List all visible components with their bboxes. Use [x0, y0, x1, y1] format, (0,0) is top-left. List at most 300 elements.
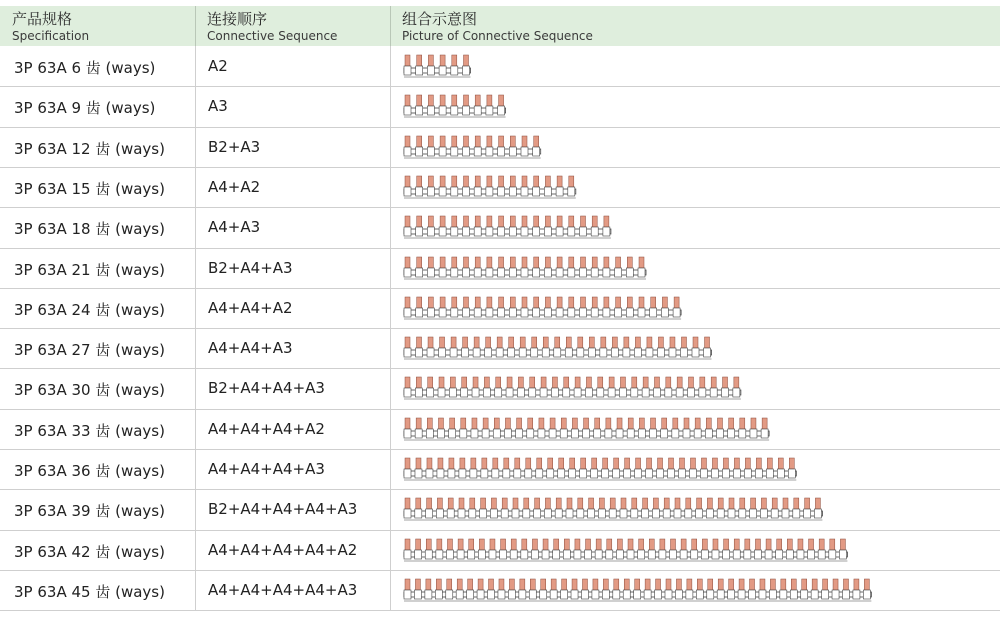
- busbar-tooth: [416, 498, 421, 509]
- busbar-tooth: [499, 216, 504, 227]
- busbar-tooth-foot: [556, 187, 563, 196]
- header-pic-cn: 组合示意图: [402, 10, 478, 28]
- busbar-tooth-foot: [449, 388, 456, 397]
- busbar-tooth-foot: [529, 590, 536, 599]
- busbar-tooth: [405, 216, 410, 227]
- busbar-tooth-foot: [525, 469, 532, 478]
- busbar-tooth-foot: [615, 308, 622, 317]
- busbar-tooth: [729, 579, 734, 590]
- busbar-tooth: [700, 377, 705, 388]
- specification-cell: 3P 63A 12 齿 (ways): [14, 139, 165, 158]
- busbar-tooth: [639, 418, 644, 429]
- busbar-tooth-foot: [626, 268, 633, 277]
- busbar-tooth-foot: [531, 550, 538, 559]
- specification-cell: 3P 63A 33 齿 (ways): [14, 421, 165, 440]
- busbar-tooth: [617, 539, 622, 550]
- busbar-tooth-foot: [485, 348, 492, 357]
- busbar-tooth: [717, 418, 722, 429]
- busbar-tooth-foot: [404, 66, 411, 75]
- busbar-tooth-foot: [716, 429, 723, 438]
- busbar-tooth: [664, 498, 669, 509]
- busbar-tooth-foot: [712, 550, 719, 559]
- busbar-tooth-foot: [474, 308, 481, 317]
- busbar-tooth: [452, 257, 457, 268]
- busbar-tooth: [496, 377, 501, 388]
- busbar-tooth: [778, 458, 783, 469]
- busbar-tooth-foot: [486, 268, 493, 277]
- busbar-tooth-foot: [521, 268, 528, 277]
- busbar-tooth: [632, 377, 637, 388]
- busbar-tooth-foot: [759, 590, 766, 599]
- busbar-tooth: [464, 297, 469, 308]
- busbar-tooth: [440, 257, 445, 268]
- busbar-tooth: [405, 176, 410, 187]
- busbar-tooth: [405, 579, 410, 590]
- busbar-tooth-foot: [619, 388, 626, 397]
- busbar-tooth: [520, 579, 525, 590]
- busbar-tooth-foot: [722, 388, 729, 397]
- busbar-tooth: [592, 216, 597, 227]
- busbar-tooth-foot: [613, 469, 620, 478]
- busbar-tooth-foot: [674, 509, 681, 518]
- busbar-tooth: [440, 136, 445, 147]
- busbar-tooth-foot: [669, 348, 676, 357]
- busbar-tooth-foot: [728, 590, 735, 599]
- busbar-tooth-foot: [463, 227, 470, 236]
- busbar-tooth-foot: [481, 469, 488, 478]
- busbar-tooth-foot: [580, 227, 587, 236]
- header-divider: [390, 6, 391, 46]
- busbar-tooth-foot: [439, 147, 446, 156]
- busbar-diagram: [402, 373, 1000, 407]
- sequence-cell: A4+A4+A3: [208, 339, 293, 358]
- busbar-tooth: [578, 498, 583, 509]
- busbar-tooth-foot: [486, 308, 493, 317]
- busbar-tooth: [474, 337, 479, 348]
- busbar-tooth: [624, 337, 629, 348]
- busbar-tooth: [557, 176, 562, 187]
- busbar-tooth-foot: [606, 550, 613, 559]
- busbar-tooth: [617, 418, 622, 429]
- busbar-tooth-foot: [501, 509, 508, 518]
- busbar-tooth-foot: [448, 469, 455, 478]
- busbar-tooth-foot: [689, 469, 696, 478]
- busbar-tooth: [440, 337, 445, 348]
- busbar-tooth: [864, 579, 869, 590]
- busbar-tooth: [578, 337, 583, 348]
- busbar-tooth: [614, 579, 619, 590]
- busbar-tooth-foot: [673, 308, 680, 317]
- busbar-tooth-foot: [560, 429, 567, 438]
- busbar-tooth-foot: [486, 227, 493, 236]
- busbar-tooth-foot: [427, 66, 434, 75]
- busbar-tooth-foot: [696, 590, 703, 599]
- busbar-diagram: [402, 333, 1000, 367]
- busbar-tooth: [564, 377, 569, 388]
- busbar-tooth: [572, 579, 577, 590]
- busbar-tooth-foot: [536, 469, 543, 478]
- busbar-tooth-foot: [547, 469, 554, 478]
- busbar-tooth: [643, 377, 648, 388]
- busbar-tooth: [452, 136, 457, 147]
- busbar-tooth-foot: [477, 590, 484, 599]
- busbar-tooth: [405, 257, 410, 268]
- busbar-base: [404, 68, 471, 73]
- busbar-tooth: [534, 297, 539, 308]
- busbar-tooth: [662, 297, 667, 308]
- busbar-tooth-foot: [451, 187, 458, 196]
- busbar-tooth-foot: [659, 550, 666, 559]
- busbar-tooth: [805, 498, 810, 509]
- busbar-diagram: [402, 575, 1000, 609]
- busbar-tooth-foot: [404, 187, 411, 196]
- busbar-tooth-foot: [462, 348, 469, 357]
- busbar-tooth-foot: [657, 348, 664, 357]
- busbar-tooth-foot: [446, 590, 453, 599]
- busbar-tooth-foot: [404, 106, 411, 115]
- busbar-tooth-foot: [468, 550, 475, 559]
- row-divider: [0, 248, 1000, 249]
- busbar-tooth: [417, 216, 422, 227]
- busbar-tooth-foot: [469, 509, 476, 518]
- busbar-tooth-foot: [685, 509, 692, 518]
- busbar-tooth: [707, 498, 712, 509]
- busbar-tooth: [635, 337, 640, 348]
- busbar-tooth-foot: [563, 388, 570, 397]
- busbar-tooth-foot: [516, 429, 523, 438]
- busbar-tooth: [596, 539, 601, 550]
- row-divider: [0, 167, 1000, 168]
- busbar-tooth-foot: [808, 550, 815, 559]
- busbar-tooth-foot: [404, 388, 411, 397]
- row-divider: [0, 489, 1000, 490]
- busbar-tooth-foot: [672, 429, 679, 438]
- busbar-tooth-foot: [561, 590, 568, 599]
- busbar-tooth: [515, 458, 520, 469]
- busbar-tooth: [569, 257, 574, 268]
- busbar-tooth: [417, 95, 422, 106]
- busbar-tooth-foot: [733, 469, 740, 478]
- busbar-tooth: [616, 297, 621, 308]
- busbar-tooth: [569, 176, 574, 187]
- busbar-tooth-foot: [533, 187, 540, 196]
- busbar-tooth-foot: [544, 308, 551, 317]
- busbar-tooth: [584, 418, 589, 429]
- busbar-tooth-foot: [463, 106, 470, 115]
- busbar-tooth-foot: [439, 106, 446, 115]
- busbar-tooth: [607, 539, 612, 550]
- busbar-tooth: [539, 418, 544, 429]
- busbar-tooth-foot: [533, 147, 540, 156]
- busbar-tooth: [718, 498, 723, 509]
- busbar-tooth-foot: [705, 429, 712, 438]
- busbar-tooth-foot: [486, 187, 493, 196]
- busbar-tooth-foot: [544, 227, 551, 236]
- busbar-tooth-foot: [665, 388, 672, 397]
- busbar-tooth-foot: [544, 187, 551, 196]
- busbar-tooth: [581, 458, 586, 469]
- busbar-tooth: [510, 257, 515, 268]
- busbar-tooth-foot: [648, 550, 655, 559]
- busbar-tooth-foot: [498, 227, 505, 236]
- busbar-tooth-foot: [788, 469, 795, 478]
- busbar-tooth-foot: [438, 388, 445, 397]
- row-divider: [0, 570, 1000, 571]
- busbar-tooth: [582, 579, 587, 590]
- busbar-diagram: [402, 172, 1000, 206]
- busbar-tooth: [567, 498, 572, 509]
- busbar-tooth-foot: [474, 106, 481, 115]
- busbar-tooth-foot: [566, 509, 573, 518]
- busbar-tooth-foot: [811, 590, 818, 599]
- busbar-tooth-foot: [404, 469, 411, 478]
- busbar-tooth: [693, 337, 698, 348]
- busbar-tooth: [437, 539, 442, 550]
- sequence-cell: B2+A3: [208, 137, 261, 156]
- row-divider: [0, 368, 1000, 369]
- busbar-tooth: [647, 458, 652, 469]
- busbar-tooth-foot: [519, 348, 526, 357]
- sequence-cell: A4+A4+A2: [208, 298, 293, 317]
- busbar-tooth-foot: [634, 348, 641, 357]
- busbar-tooth-foot: [568, 308, 575, 317]
- busbar-tooth: [440, 297, 445, 308]
- busbar-tooth: [452, 216, 457, 227]
- busbar-tooth: [628, 418, 633, 429]
- busbar-tooth: [499, 257, 504, 268]
- busbar-tooth: [791, 579, 796, 590]
- busbar-tooth: [543, 539, 548, 550]
- busbar-tooth: [729, 498, 734, 509]
- busbar-tooth-foot: [688, 388, 695, 397]
- busbar-tooth-foot: [814, 509, 821, 518]
- busbar-tooth: [681, 337, 686, 348]
- busbar-tooth-foot: [478, 550, 485, 559]
- busbar-tooth: [461, 418, 466, 429]
- busbar-tooth-foot: [679, 469, 686, 478]
- busbar-tooth: [669, 458, 674, 469]
- busbar-tooth-foot: [717, 509, 724, 518]
- busbar-tooth: [787, 539, 792, 550]
- busbar-tooth: [439, 377, 444, 388]
- busbar-tooth-foot: [638, 550, 645, 559]
- busbar-tooth-foot: [598, 509, 605, 518]
- busbar-tooth: [483, 418, 488, 429]
- busbar-tooth-foot: [463, 308, 470, 317]
- busbar-tooth: [513, 498, 518, 509]
- specification-cell: 3P 63A 36 齿 (ways): [14, 462, 165, 480]
- busbar-tooth-foot: [588, 348, 595, 357]
- busbar-tooth: [680, 458, 685, 469]
- busbar-tooth: [545, 216, 550, 227]
- busbar-tooth-foot: [591, 308, 598, 317]
- busbar-tooth-foot: [489, 550, 496, 559]
- busbar-tooth: [482, 458, 487, 469]
- busbar-tooth-foot: [555, 509, 562, 518]
- busbar-tooth: [729, 418, 734, 429]
- busbar-tooth: [452, 95, 457, 106]
- busbar-tooth-foot: [646, 348, 653, 357]
- sequence-cell: A2: [208, 57, 228, 75]
- busbar-tooth-foot: [657, 469, 664, 478]
- busbar-tooth-foot: [529, 388, 536, 397]
- busbar-tooth: [524, 498, 529, 509]
- busbar-tooth: [464, 176, 469, 187]
- busbar-tooth-foot: [568, 268, 575, 277]
- busbar-tooth: [610, 498, 615, 509]
- busbar-tooth-foot: [699, 388, 706, 397]
- busbar-tooth: [428, 55, 433, 66]
- busbar-tooth: [428, 377, 433, 388]
- busbar-tooth: [783, 498, 788, 509]
- busbar-tooth: [557, 297, 562, 308]
- busbar-tooth-foot: [755, 469, 762, 478]
- busbar-tooth: [530, 377, 535, 388]
- busbar-tooth-foot: [533, 268, 540, 277]
- busbar-tooth: [428, 176, 433, 187]
- busbar-tooth-foot: [439, 66, 446, 75]
- sequence-cell: B2+A4+A4+A3: [208, 379, 325, 398]
- busbar-tooth: [532, 539, 537, 550]
- busbar-tooth: [609, 377, 614, 388]
- busbar-tooth-foot: [670, 550, 677, 559]
- busbar-tooth: [470, 498, 475, 509]
- busbar-tooth: [627, 257, 632, 268]
- busbar-tooth: [510, 216, 515, 227]
- busbar-tooth: [654, 377, 659, 388]
- busbar-tooth-foot: [676, 388, 683, 397]
- busbar-tooth-foot: [769, 590, 776, 599]
- sequence-cell: A4+A4+A4+A4+A3: [208, 580, 358, 599]
- busbar-tooth: [589, 498, 594, 509]
- busbar-tooth-foot: [439, 348, 446, 357]
- busbar-tooth-foot: [427, 388, 434, 397]
- busbar-tooth-foot: [581, 590, 588, 599]
- busbar-tooth-foot: [436, 509, 443, 518]
- busbar-tooth: [507, 377, 512, 388]
- busbar-tooth-foot: [680, 348, 687, 357]
- busbar-tooth: [632, 498, 637, 509]
- header-connective-sequence: [195, 6, 390, 46]
- busbar-tooth: [478, 579, 483, 590]
- busbar-tooth: [767, 458, 772, 469]
- busbar-tooth-foot: [839, 550, 846, 559]
- busbar-tooth-foot: [574, 550, 581, 559]
- busbar-tooth: [501, 539, 506, 550]
- busbar-tooth: [701, 458, 706, 469]
- header-spec-cn: 产品规格: [12, 10, 73, 28]
- busbar-tooth-foot: [556, 268, 563, 277]
- busbar-tooth: [534, 216, 539, 227]
- busbar-tooth: [510, 136, 515, 147]
- busbar-tooth: [510, 176, 515, 187]
- busbar-tooth: [457, 579, 462, 590]
- busbar-tooth: [616, 257, 621, 268]
- busbar-tooth: [548, 458, 553, 469]
- busbar-tooth: [815, 498, 820, 509]
- busbar-tooth-foot: [498, 187, 505, 196]
- busbar-diagram: [402, 454, 1000, 488]
- busbar-tooth-foot: [427, 187, 434, 196]
- busbar-diagram: [402, 91, 1000, 125]
- busbar-tooth-foot: [638, 308, 645, 317]
- busbar-tooth-foot: [686, 590, 693, 599]
- busbar-tooth-foot: [616, 429, 623, 438]
- busbar-tooth-foot: [627, 550, 634, 559]
- busbar-tooth: [464, 136, 469, 147]
- busbar-tooth-foot: [473, 348, 480, 357]
- busbar-tooth: [417, 257, 422, 268]
- busbar-tooth-foot: [508, 590, 515, 599]
- busbar-tooth-foot: [498, 308, 505, 317]
- busbar-tooth-foot: [490, 509, 497, 518]
- busbar-tooth-foot: [558, 469, 565, 478]
- busbar-tooth: [689, 377, 694, 388]
- busbar-tooth-foot: [642, 509, 649, 518]
- busbar-tooth-foot: [863, 590, 870, 599]
- busbar-tooth: [417, 136, 422, 147]
- busbar-tooth: [489, 579, 494, 590]
- busbar-diagram: [402, 212, 1000, 246]
- busbar-tooth: [541, 579, 546, 590]
- busbar-tooth-foot: [650, 429, 657, 438]
- busbar-tooth-foot: [404, 550, 411, 559]
- busbar-tooth-foot: [722, 469, 729, 478]
- busbar-tooth: [724, 539, 729, 550]
- busbar-tooth: [651, 418, 656, 429]
- busbar-tooth-foot: [521, 308, 528, 317]
- specification-cell: 3P 63A 9 齿 (ways): [14, 99, 156, 118]
- busbar-tooth: [740, 418, 745, 429]
- header-divider: [195, 6, 196, 46]
- busbar-tooth-foot: [451, 268, 458, 277]
- busbar-tooth: [658, 458, 663, 469]
- busbar-tooth: [405, 136, 410, 147]
- busbar-tooth: [487, 176, 492, 187]
- busbar-tooth: [581, 216, 586, 227]
- busbar-tooth: [603, 458, 608, 469]
- busbar-tooth: [447, 539, 452, 550]
- row-divider: [0, 409, 1000, 410]
- busbar-tooth-foot: [801, 590, 808, 599]
- busbar-tooth: [459, 498, 464, 509]
- busbar-tooth-foot: [482, 429, 489, 438]
- busbar-tooth: [557, 216, 562, 227]
- busbar-tooth: [675, 498, 680, 509]
- busbar-tooth-foot: [415, 550, 422, 559]
- busbar-tooth-foot: [404, 268, 411, 277]
- busbar-tooth-foot: [675, 590, 682, 599]
- busbar-tooth: [705, 337, 710, 348]
- busbar-tooth: [830, 539, 835, 550]
- busbar-tooth-foot: [588, 509, 595, 518]
- busbar-tooth-foot: [492, 469, 499, 478]
- busbar-tooth-foot: [457, 550, 464, 559]
- busbar-tooth: [723, 458, 728, 469]
- busbar-tooth: [427, 498, 432, 509]
- busbar-tooth: [522, 176, 527, 187]
- busbar-tooth: [460, 458, 465, 469]
- busbar-tooth-foot: [427, 106, 434, 115]
- busbar-tooth-foot: [626, 308, 633, 317]
- busbar-tooth: [463, 337, 468, 348]
- busbar-tooth: [833, 579, 838, 590]
- busbar-tooth-foot: [568, 227, 575, 236]
- busbar-tooth-foot: [503, 469, 510, 478]
- busbar-tooth-foot: [624, 469, 631, 478]
- busbar-tooth: [452, 55, 457, 66]
- busbar-tooth-foot: [425, 550, 432, 559]
